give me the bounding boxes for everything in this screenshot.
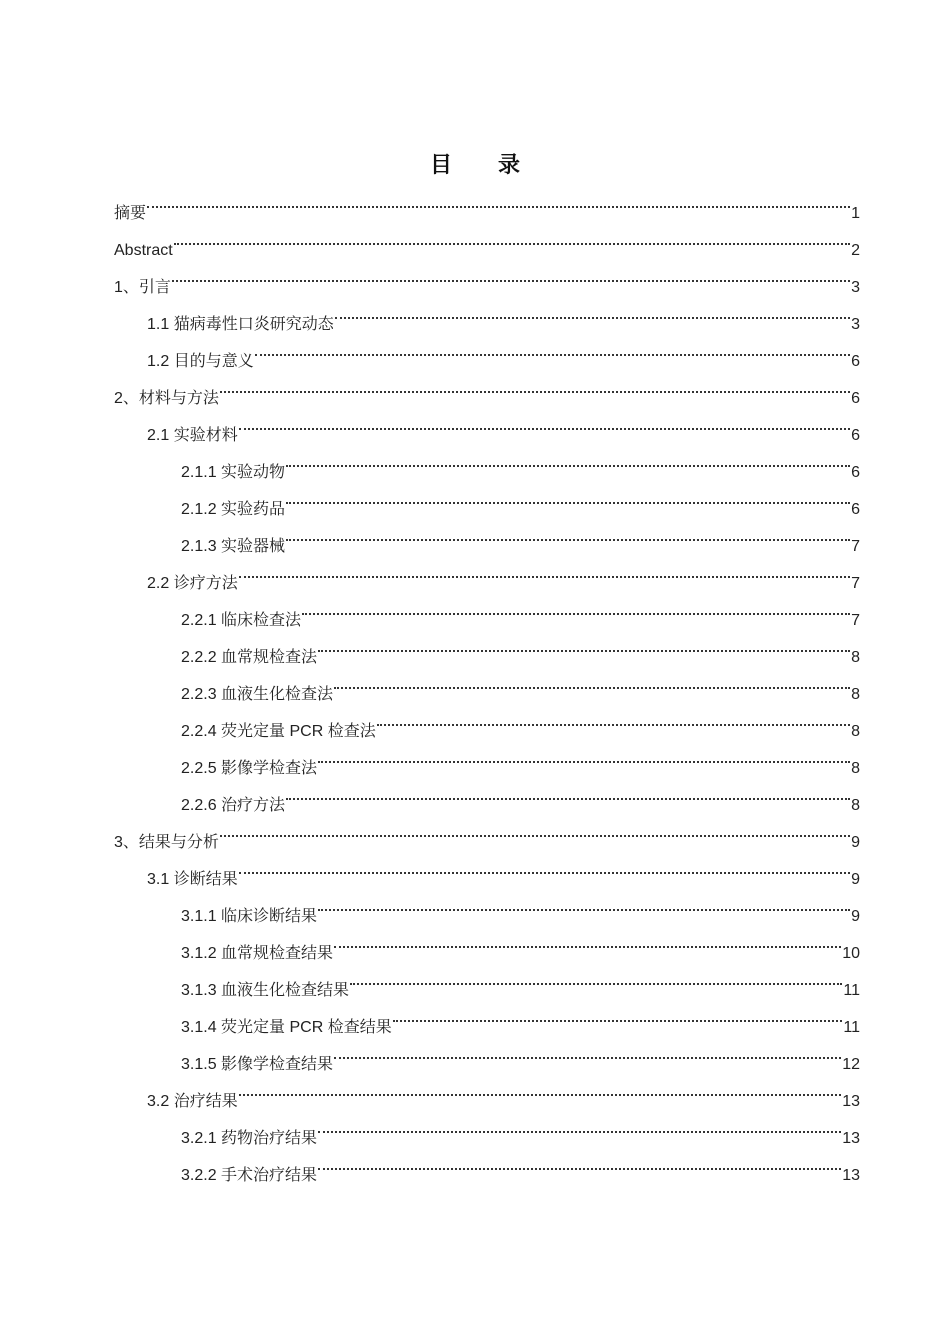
toc-page-number: 6	[851, 464, 860, 481]
dot-leader	[334, 662, 850, 699]
toc-entry-label: 3.1.1 临床诊断结果	[181, 908, 318, 925]
dot-leader	[350, 958, 842, 995]
toc-entry-label: 2.2.6 治疗方法	[181, 797, 286, 814]
toc-entry-abstract-cn[interactable]	[114, 181, 860, 222]
toc-entry-2[interactable]	[114, 366, 860, 407]
toc-page-number: 9	[851, 834, 860, 851]
dot-leader	[335, 292, 850, 329]
toc-title	[0, 148, 950, 179]
dot-leader	[147, 181, 850, 218]
toc-entry-label: 3.1.2 血常规检查结果	[181, 945, 334, 962]
toc-page-number: 6	[851, 427, 860, 444]
toc-page-number: 7	[851, 612, 860, 629]
toc-page-number: 1	[851, 205, 860, 222]
toc-page-number: 8	[851, 686, 860, 703]
dot-leader	[318, 736, 850, 773]
toc-page-number: 6	[851, 501, 860, 518]
toc-page-number: 7	[851, 538, 860, 555]
toc-entry-label: 3.2.1 药物治疗结果	[181, 1130, 318, 1147]
toc-entry-label: 1、引言	[114, 279, 171, 296]
toc-title-char-2: 录	[498, 153, 521, 178]
dot-leader	[334, 921, 841, 958]
toc-entry-label: 1.2 目的与意义	[147, 353, 254, 370]
toc-entry-3-1[interactable]	[114, 847, 860, 888]
dot-leader	[174, 218, 850, 255]
toc-page-number: 8	[851, 797, 860, 814]
dot-leader	[255, 329, 850, 366]
dot-leader	[239, 403, 850, 440]
dot-leader	[220, 810, 850, 847]
toc-entry-label: 3.1.5 影像学检查结果	[181, 1056, 334, 1073]
toc-page-number: 6	[851, 353, 860, 370]
dot-leader	[239, 551, 850, 588]
toc-page-number: 8	[851, 760, 860, 777]
toc-page-number: 6	[851, 390, 860, 407]
dot-leader	[334, 1032, 841, 1069]
toc-page-number: 11	[843, 1019, 860, 1036]
table-of-contents	[114, 181, 860, 1184]
dot-leader	[286, 440, 850, 477]
toc-page-number: 13	[842, 1093, 860, 1110]
toc-entry-1[interactable]	[114, 255, 860, 296]
toc-entry-1-1[interactable]	[114, 292, 860, 333]
toc-entry-label: Abstract	[114, 242, 173, 259]
dot-leader	[239, 847, 850, 884]
toc-page-number: 3	[851, 316, 860, 333]
dot-leader	[302, 588, 850, 625]
toc-page-number: 12	[842, 1056, 860, 1073]
toc-entry-label: 3.2.2 手术治疗结果	[181, 1167, 318, 1184]
toc-entry-2-1[interactable]	[114, 403, 860, 444]
toc-page-number: 11	[843, 982, 860, 999]
toc-entry-label: 3、结果与分析	[114, 834, 219, 851]
toc-title-char-1: 目	[429, 153, 452, 178]
dot-leader	[286, 773, 850, 810]
dot-leader	[318, 1143, 841, 1180]
toc-page-number: 13	[842, 1167, 860, 1184]
dot-leader	[172, 255, 850, 292]
toc-entry-label: 2.2.2 血常规检查法	[181, 649, 318, 666]
toc-entry-label: 2.2.4 荧光定量 PCR 检查法	[181, 723, 376, 740]
toc-page-number: 10	[842, 945, 860, 962]
dot-leader	[286, 514, 850, 551]
toc-page-number: 3	[851, 279, 860, 296]
dot-leader	[393, 995, 843, 1032]
toc-entry-label: 2.2 诊疗方法	[147, 575, 238, 592]
dot-leader	[239, 1069, 842, 1106]
toc-page-number: 7	[851, 575, 860, 592]
toc-entry-label: 2.2.5 影像学检查法	[181, 760, 318, 777]
dot-leader	[286, 477, 850, 514]
toc-entry-label: 2.1.1 实验动物	[181, 464, 286, 481]
toc-entry-label: 2.2.3 血液生化检查法	[181, 686, 334, 703]
toc-page-number: 2	[851, 242, 860, 259]
toc-page-number: 13	[842, 1130, 860, 1147]
dot-leader	[377, 699, 850, 736]
toc-entry-3[interactable]	[114, 810, 860, 851]
toc-page-number: 8	[851, 649, 860, 666]
toc-page-number: 9	[851, 908, 860, 925]
toc-entry-label: 3.1.4 荧光定量 PCR 检查结果	[181, 1019, 392, 1036]
toc-entry-label: 2、材料与方法	[114, 390, 219, 407]
toc-entry-label: 3.1.3 血液生化检查结果	[181, 982, 350, 999]
dot-leader	[220, 366, 850, 403]
toc-page-number: 8	[851, 723, 860, 740]
toc-entry-label: 2.1 实验材料	[147, 427, 238, 444]
toc-page-number: 9	[851, 871, 860, 888]
toc-entry-label: 1.1 猫病毒性口炎研究动态	[147, 316, 334, 333]
toc-entry-label: 2.1.3 实验器械	[181, 538, 286, 555]
toc-entry-label: 2.1.2 实验药品	[181, 501, 286, 518]
dot-leader	[318, 884, 850, 921]
dot-leader	[318, 625, 850, 662]
toc-entry-label: 摘要	[114, 205, 147, 222]
dot-leader	[318, 1106, 841, 1143]
toc-entry-label: 2.2.1 临床检查法	[181, 612, 302, 629]
toc-entry-label: 3.2 治疗结果	[147, 1093, 238, 1110]
toc-entry-abstract-en[interactable]	[114, 218, 860, 259]
toc-entry-label: 3.1 诊断结果	[147, 871, 238, 888]
